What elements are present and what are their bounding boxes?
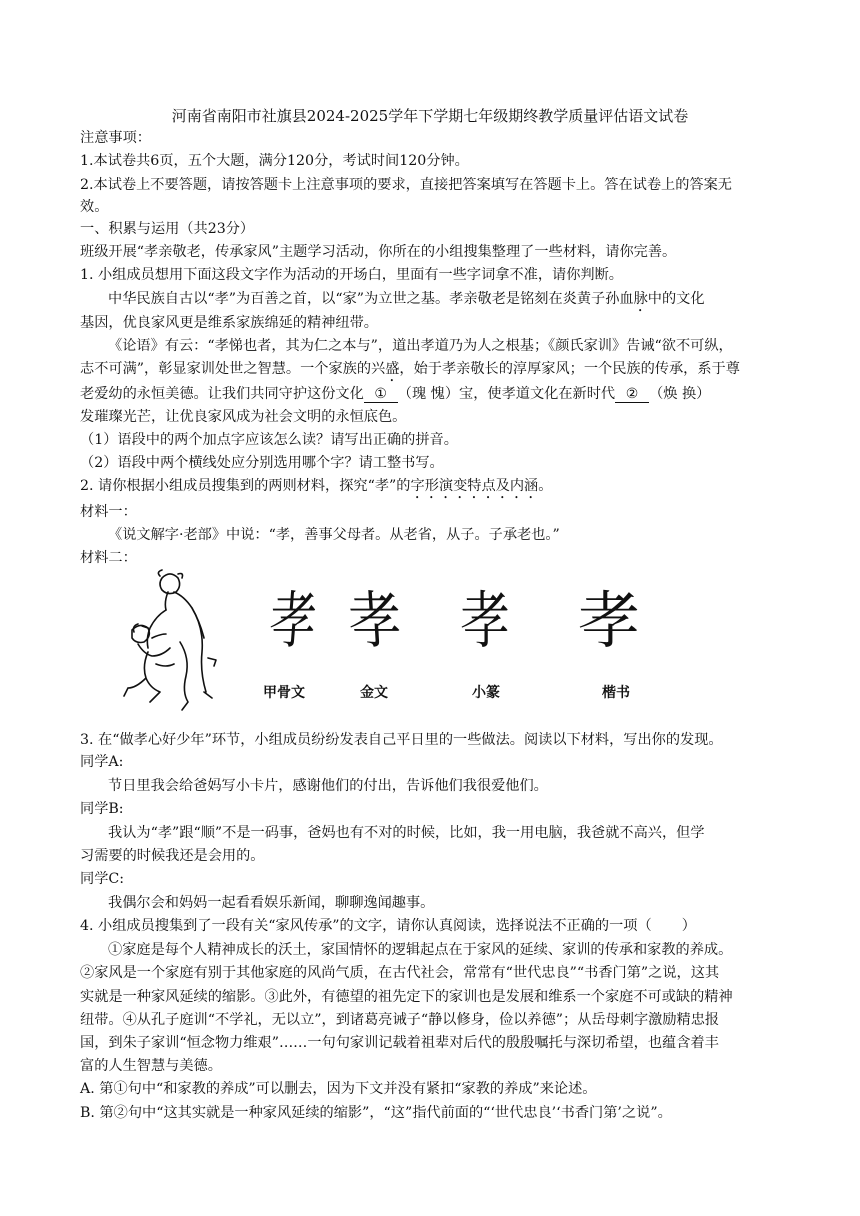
- dotted-char: 盛: [385, 361, 400, 377]
- xiao-oracle-bone-glyph: 孝: [266, 584, 320, 657]
- material-1-text: 《说文解字·老部》中说：“孝，善事父母者。从老省，从子。子承老也。”: [108, 527, 560, 543]
- notice-heading: 注意事项：: [80, 130, 151, 146]
- q1-passage-line: [80, 384, 710, 404]
- material-1-label: 材料一：: [80, 504, 137, 520]
- q1-text: （焕 换）: [649, 386, 711, 402]
- q1-passage-line: 《论语》有云：“孝悌也者，其为仁之本与”，道出孝道乃为人之根基；《颜氏家训》告诫“欲不可纵，: [108, 338, 733, 354]
- label-bronze: 金文: [360, 685, 388, 701]
- q4-option-b: B. 第②句中“这其实就是一种家风延续的缩影”，“这”指代前面的“‘世代忠良’‘书香门第’之说”。: [80, 1105, 672, 1121]
- blank-2: ②: [615, 386, 649, 403]
- q1-passage-line: [108, 289, 705, 315]
- q1-text: 老爱幼的永恒美德。让我们共同守护这份文化: [80, 386, 364, 402]
- exam-title: 河南省南阳市社旗县2024-2025学年下学期七年级期终教学质量评估语文试卷: [171, 107, 689, 125]
- xiao-seal-glyph: 孝: [460, 584, 510, 657]
- q4-stem: [80, 916, 696, 936]
- q4-text: ）: [681, 918, 696, 934]
- elder-and-child-illustration: [112, 568, 224, 718]
- label-seal: 小篆: [472, 685, 500, 701]
- q4-option-a: A. 第①句中“和家教的养成”可以删去，因为下文并没有紧扣“家教的养成”来论述。: [80, 1081, 597, 1097]
- q4-passage-line: ②家风是一个家庭有别于其他家庭的风尚气质，在古代社会，常常有“世代忠良”“书香门第”之说，这其: [80, 965, 720, 981]
- blank-1: ①: [364, 386, 398, 403]
- q1-passage-line: 基因，优良家风更是维系家族绵延的精神纽带。: [80, 315, 378, 331]
- q4-passage-line: ①家庭是每个人精神成长的沃土，家国情怀的逻辑起点在于家风的延续、家训的传承和家教的养成。: [108, 942, 733, 958]
- q2-text: 。: [538, 478, 553, 494]
- q2-text: 2. 请你根据小组成员搜集到的两则材料，探究“孝”的: [80, 478, 411, 494]
- notice-item-2: 2.本试卷上不要答题，请按答题卡上注意事项的要求，直接把答案填写在答题卡上。答在试卷上的答案无: [80, 177, 732, 193]
- dotted-phrase: 字形演变特点及内涵: [410, 478, 539, 494]
- student-b-text-cont: 习需要的时候我还是会用的。: [80, 848, 265, 864]
- xiao-bronze-glyph: 孝: [346, 584, 404, 657]
- q1-passage-line: 发璀璨光芒，让优良家风成为社会文明的永恒底色。: [80, 409, 407, 425]
- label-oracle-bone: 甲骨文: [263, 685, 305, 701]
- q1-text: 中华民族自古以“孝”为百善之首，以“家”为立世之基。孝亲敬老是铭刻在炎黄子孙血: [108, 291, 634, 307]
- q4-text: 4. 小组成员搜集到了一段有关“家风传承”的文字，请你认真阅读，选择说法不正确的一项（: [80, 918, 652, 934]
- q1-text: ，始于孝亲敬长的淳厚家风；一个民族的传承，系于尊: [399, 361, 740, 377]
- q4-passage-line: 实就是一种家风延续的缩影。③此外，有德望的祖先定下的家训也是发展和维系一个家庭不可或缺的精神: [80, 989, 733, 1005]
- q1-text: 志不可满”，彰显家训处世之智慧。一个家族的兴: [80, 361, 386, 377]
- label-regular: 楷书: [602, 685, 630, 701]
- dotted-char: 脉: [633, 291, 648, 307]
- student-c-text: 我偶尔会和妈妈一起看看娱乐新闻，聊聊逸闻趣事。: [108, 895, 435, 911]
- q1-stem: 1. 小组成员想用下面这段文字作为活动的开场白，里面有一些字词拿不准，请你判断。: [80, 267, 623, 283]
- section-heading: 一、积累与运用（共23分）: [80, 221, 255, 237]
- student-a-label: 同学A:: [80, 754, 124, 770]
- xiao-regular-glyph: 孝: [578, 584, 641, 657]
- q4-passage-line: 纽带。④从孔子庭训“不学礼，无以立”，到诸葛亮诫子“静以修身，俭以养德”；从岳母刺字激励精忠报: [80, 1012, 720, 1028]
- xiao-evolution-figure: [112, 568, 672, 718]
- student-a-text: 节日里我会给爸妈写小卡片，感谢他们的付出，告诉他们我很爱他们。: [108, 778, 548, 794]
- q1-passage-line: [80, 359, 740, 385]
- student-b-label: 同学B:: [80, 801, 124, 817]
- q3-stem: 3. 在“做孝心好少年”环节，小组成员纷纷发表自己平日里的一些做法。阅读以下材料，写出你的发现。: [80, 732, 723, 748]
- q1-sub-2: （2）语段中两个横线处应分别选用哪个字？请工整书写。: [80, 455, 444, 471]
- q4-passage-line: 富的人生智慧与美德。: [80, 1058, 222, 1074]
- q1-sub-1: （1）语段中的两个加点字应该怎么读？请写出正确的拼音。: [80, 432, 458, 448]
- student-c-label: 同学C:: [80, 871, 125, 887]
- notice-item-2-cont: 效。: [80, 199, 109, 215]
- section-intro: 班级开展“孝亲敬老，传承家风”主题学习活动，你所在的小组搜集整理了一些材料，请你完善。: [80, 244, 677, 260]
- material-2-label: 材料二：: [80, 550, 137, 566]
- q2-stem: [80, 476, 552, 502]
- q1-text: （瑰 愧）宝，使孝道文化在新时代: [397, 386, 616, 402]
- notice-item-1: 1.本试卷共6页，五个大题，满分120分，考试时间120分钟。: [80, 153, 469, 169]
- q1-text: 中的文化: [647, 291, 705, 307]
- student-b-text: 我认为“孝”跟“顺”不是一码事，爸妈也有不对的时候，比如，我一用电脑，我爸就不高兴，但学: [108, 825, 705, 841]
- q4-passage-line: 国，到朱子家训“恒念物力维艰”……一句句家训记载着祖辈对后代的殷殷嘱托与深切希望，也蕴含着丰: [80, 1035, 719, 1051]
